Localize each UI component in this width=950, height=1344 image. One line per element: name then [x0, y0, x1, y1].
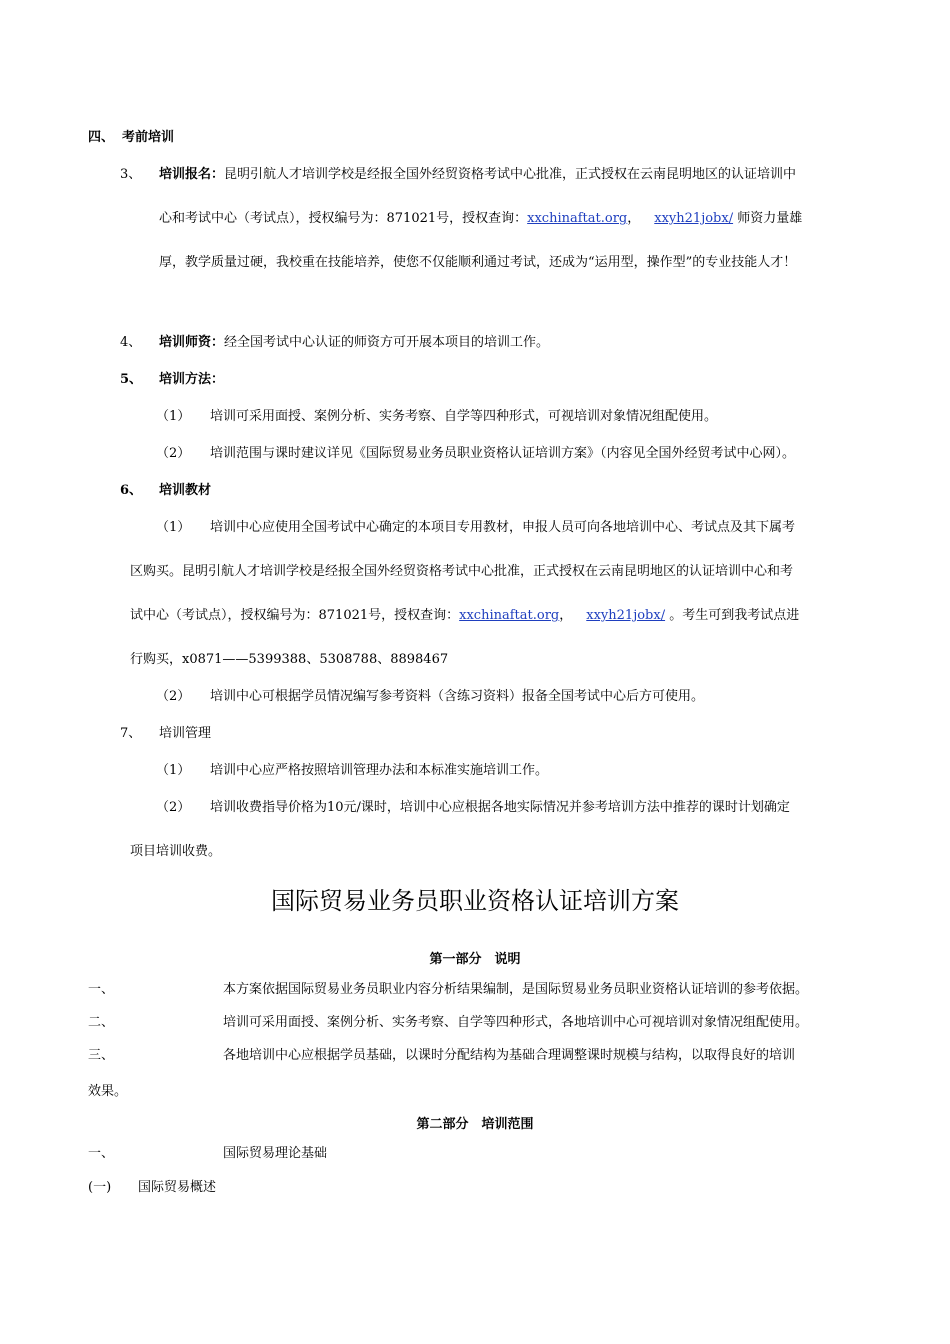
item-3-text: 昆明引航人才培训学校是经报全国外经贸资格考试中心批准，正式授权在云南昆明地区的认证培训中	[224, 167, 797, 182]
item-6-sub1-number: （1）	[156, 520, 191, 535]
item-6-number: 6、	[120, 483, 143, 498]
item-5-number: 5、	[120, 372, 143, 387]
document-title: 国际贸易业务员职业资格认证培训方案	[271, 887, 679, 915]
item-5-label: 培训方法：	[159, 372, 225, 387]
section-4-title: 考前培训	[122, 130, 175, 145]
part-2-item-1-text: 国际贸易理论基础	[223, 1146, 328, 1161]
part-2-sub-1-text: 国际贸易概述	[138, 1180, 217, 1195]
link-separator: ，	[627, 211, 641, 226]
item-4-number: 4、	[120, 335, 142, 350]
item-6-sub1-line4: 行购买，x0871——5399388、5308788、8898467	[130, 652, 449, 667]
part-1-item-3-text: 各地培训中心应根据学员基础，以课时分配结构为基础合理调整课时规模与结构，以取得良好的培训	[223, 1048, 796, 1063]
item-5-sub2-number: （2）	[156, 446, 191, 461]
item-6-text3b: 。考生可到我考试点进	[669, 608, 800, 623]
part-1-heading: 第一部分 说明	[429, 952, 521, 967]
item-3-label: 培训报名：	[159, 167, 225, 182]
part-2-item-1-number: 一、	[88, 1146, 115, 1161]
part-1-item-3-continuation: 效果。	[88, 1084, 128, 1099]
item-6-sub1-line2: 区购买。昆明引航人才培训学校是经报全国外经贸资格考试中心批准，正式授权在云南昆明地区的认证培训中心和考	[130, 564, 794, 579]
section-4-number: 四、	[88, 130, 115, 145]
item-5-sub1-text: 培训可采用面授、案例分析、实务考察、自学等四种形式，可视培训对象情况组配使用。	[210, 409, 718, 424]
item-3-text2: 心和考试中心（考试点），授权编号为：871021号，授权查询：	[159, 211, 528, 226]
part-1-item-3-number: 三、	[88, 1048, 115, 1063]
link-separator-2: ，	[559, 608, 573, 623]
item-6-sub2-text: 培训中心可根据学员情况编写参考资料（含练习资料）报备全国考试中心后方可使用。	[210, 689, 705, 704]
item-7-sub2-number: （2）	[156, 800, 191, 815]
part-1-item-2-number: 二、	[88, 1015, 115, 1030]
link-xxchinaftat-2[interactable]: xxchinaftat.org	[459, 608, 560, 623]
part-1-item-1-text: 本方案依据国际贸易业务员职业内容分析结果编制，是国际贸易业务员职业资格认证培训的参考依据。	[223, 982, 809, 997]
item-7-label: 培训管理	[159, 726, 212, 741]
item-7-sub1-text: 培训中心应严格按照培训管理办法和本标准实施培训工作。	[210, 763, 549, 778]
item-7-sub1-number: （1）	[156, 763, 191, 778]
item-6-sub1-line3	[130, 608, 799, 624]
item-6-sub2-number: （2）	[156, 689, 191, 704]
item-6-label: 培训教材	[159, 483, 212, 498]
part-2-heading: 第二部分 培训范围	[416, 1117, 534, 1132]
item-5-sub1-number: （1）	[156, 409, 191, 424]
part-1-item-2-text: 培训可采用面授、案例分析、实务考察、自学等四种形式，各地培训中心可视培训对象情况组配使用。	[223, 1015, 809, 1030]
item-7-sub2-line1: 培训收费指导价格为10元/课时，培训中心应根据各地实际情况并参考培训方法中推荐的课时计划确定	[210, 800, 790, 815]
item-6-sub1-line1: 培训中心应使用全国考试中心确定的本项目专用教材，申报人员可向各地培训中心、考试点及其下属考	[210, 520, 796, 535]
item-3-text2b: 师资力量雄	[737, 211, 803, 226]
item-7-number: 7、	[120, 726, 142, 741]
link-xxyh21jobx-2[interactable]: xxyh21jobx/	[586, 608, 666, 623]
item-4-text: 经全国考试中心认证的师资方可开展本项目的培训工作。	[224, 335, 550, 350]
link-xxchinaftat[interactable]: xxchinaftat.org	[527, 211, 628, 226]
item-4-label: 培训师资：	[159, 335, 225, 350]
item-6-text3: 试中心（考试点），授权编号为：871021号，授权查询：	[130, 608, 460, 623]
item-5-sub2-text: 培训范围与课时建议详见《国际贸易业务员职业资格认证培训方案》（内容见全国外经贸考试中心网）。	[210, 446, 796, 461]
item-7-sub2-line2: 项目培训收费。	[130, 844, 222, 859]
part-1-item-1-number: 一、	[88, 982, 115, 997]
link-xxyh21jobx[interactable]: xxyh21jobx/	[654, 211, 734, 226]
item-3-line3: 厚，教学质量过硬，我校重在技能培养，使您不仅能顺利通过考试，还成为“运用型，操作型”的专业技能人才！	[159, 255, 797, 270]
part-2-sub-1-number: (一)	[88, 1180, 112, 1195]
item-3-line2	[159, 211, 802, 227]
item-4-line	[159, 335, 549, 351]
item-3-number: 3、	[120, 167, 142, 182]
item-3-line1	[159, 167, 796, 183]
